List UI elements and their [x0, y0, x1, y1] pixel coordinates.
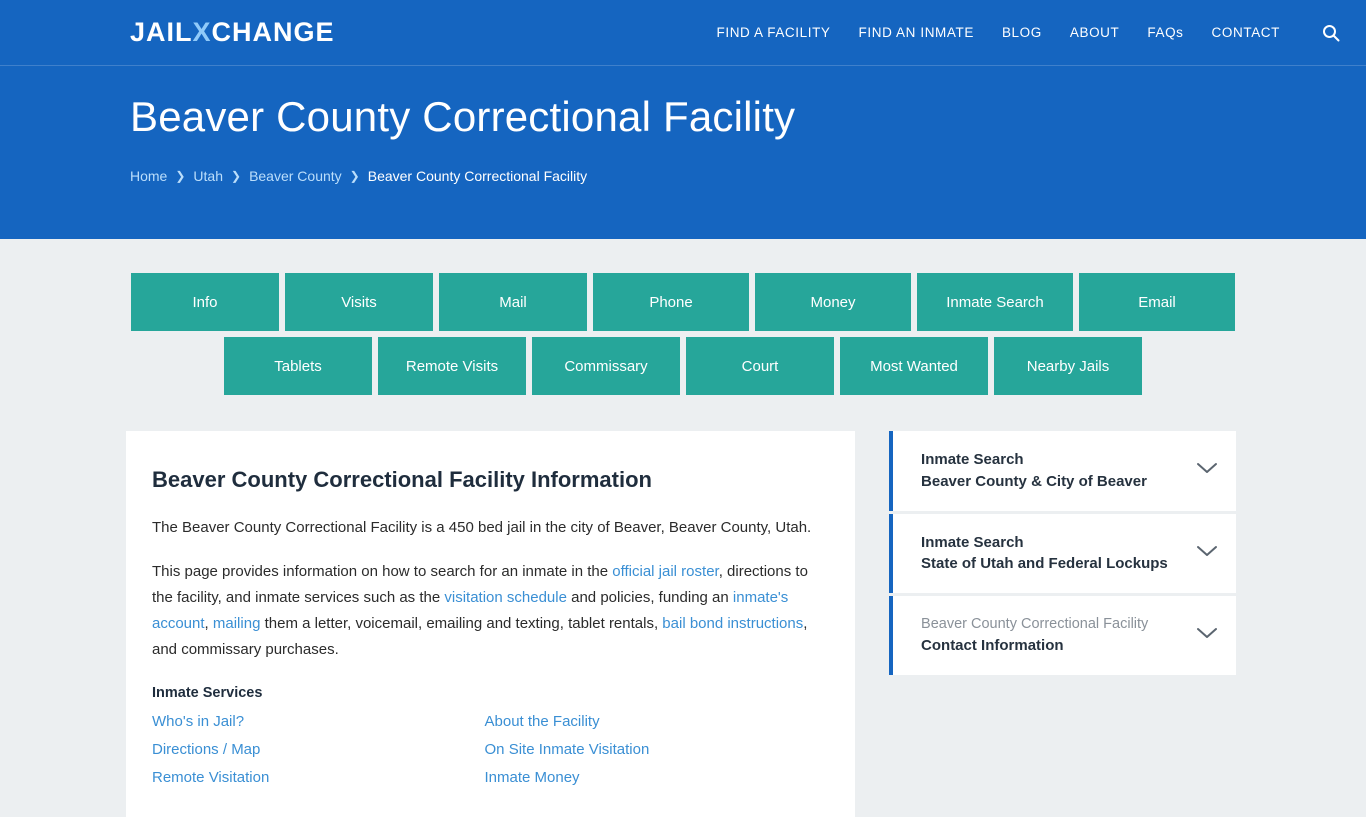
tab-mail[interactable]: Mail: [439, 273, 587, 331]
chevron-right-icon: ❯: [175, 169, 186, 184]
page-title: Beaver County Correctional Facility: [130, 93, 796, 140]
accordion-title: Inmate Search: [921, 451, 1024, 468]
chevron-down-icon[interactable]: [1196, 461, 1218, 480]
inmate-services-heading: Inmate Services: [152, 684, 263, 701]
main-menu: [717, 22, 1343, 44]
link-directions-map[interactable]: Directions / Map: [152, 740, 261, 758]
breadcrumb-item-beaver-county[interactable]: Beaver County: [249, 168, 342, 185]
link-bail-bond-instructions[interactable]: bail bond instructions: [662, 614, 804, 632]
inmate-services-links: [152, 713, 817, 797]
tab-info[interactable]: Info: [131, 273, 279, 331]
link-visitation-schedule[interactable]: visitation schedule: [444, 588, 567, 606]
tab-email[interactable]: Email: [1079, 273, 1235, 331]
tab-money[interactable]: Money: [755, 273, 911, 331]
tab-row-secondary: [0, 337, 1366, 395]
tab-row-primary: [0, 273, 1366, 331]
accordion-label-group: [921, 532, 1168, 576]
link-whos-in-jail[interactable]: Who's in Jail?: [152, 712, 245, 730]
search-icon[interactable]: [1320, 22, 1342, 44]
tab-commissary[interactable]: Commissary: [532, 337, 680, 395]
details-text-6: , and commissary purchases.: [152, 614, 808, 658]
link-on-site-inmate-visitation[interactable]: On Site Inmate Visitation: [484, 740, 650, 758]
logo-text-change: CHANGE: [211, 17, 335, 47]
intro-paragraph: The Beaver County Correctional Facility is a 450 bed jail in the city of Beaver, Beaver County, Utah.: [152, 519, 812, 536]
facility-section-tabs: [0, 239, 1366, 395]
accordion-contact-information[interactable]: [889, 596, 1236, 675]
chevron-down-icon[interactable]: [1196, 626, 1218, 645]
nav-item-about[interactable]: ABOUT: [1069, 25, 1120, 40]
nav-item-contact[interactable]: CONTACT: [1211, 25, 1280, 40]
nav-item-blog[interactable]: BLOG: [1001, 25, 1042, 40]
link-official-jail-roster[interactable]: official jail roster: [612, 562, 719, 580]
tab-tablets[interactable]: Tablets: [224, 337, 372, 395]
accordion-label-group: [921, 614, 1148, 657]
details-text-5: them a letter, voicemail, emailing and texting, tablet rentals,: [260, 614, 663, 632]
details-text-4: ,: [204, 614, 213, 632]
link-inmate-money[interactable]: Inmate Money: [484, 768, 580, 786]
top-navigation-bar: [0, 0, 1366, 65]
tab-most-wanted[interactable]: Most Wanted: [840, 337, 988, 395]
sidebar-accordion: [889, 431, 1236, 678]
details-text-3: and policies, funding an: [566, 588, 733, 606]
breadcrumb-item-current: Beaver County Correctional Facility: [367, 168, 588, 185]
link-remote-visitation[interactable]: Remote Visitation: [152, 768, 270, 786]
link-inmates-account[interactable]: inmate's account: [152, 588, 789, 632]
tab-remote-visits[interactable]: Remote Visits: [378, 337, 526, 395]
accordion-inmate-search-county[interactable]: [889, 431, 1236, 511]
chevron-right-icon: ❯: [349, 169, 360, 184]
nav-item-find-a-facility[interactable]: FIND A FACILITY: [716, 25, 831, 40]
accordion-subtitle: Beaver County & City of Beaver: [921, 472, 1147, 490]
logo-text-x: X: [192, 17, 212, 47]
tab-phone[interactable]: Phone: [593, 273, 749, 331]
details-paragraph: [152, 559, 817, 663]
accordion-subtitle: State of Utah and Federal Lockups: [921, 555, 1168, 573]
accordion-inmate-search-state[interactable]: [889, 514, 1236, 594]
card-heading: Beaver County Correctional Facility Information: [152, 467, 652, 492]
link-about-the-facility[interactable]: About the Facility: [484, 712, 600, 730]
details-text-1: This page provides information on how to search for an inmate in the: [152, 562, 613, 580]
tab-visits[interactable]: Visits: [285, 273, 433, 331]
accordion-title: Beaver County Correctional Facility: [921, 616, 1149, 632]
page-hero: [0, 65, 1366, 239]
content-area: [0, 401, 1366, 817]
chevron-right-icon: ❯: [231, 169, 242, 184]
tab-court[interactable]: Court: [686, 337, 834, 395]
logo-text-jail: JAIL: [130, 17, 193, 47]
link-mailing[interactable]: mailing: [212, 614, 261, 632]
details-text-2: , directions to the facility, and inmate services such as the: [152, 562, 808, 606]
accordion-title: Inmate Search: [921, 533, 1024, 551]
chevron-down-icon[interactable]: [1196, 544, 1218, 563]
tab-nearby-jails[interactable]: Nearby Jails: [994, 337, 1142, 395]
tab-inmate-search[interactable]: Inmate Search: [917, 273, 1073, 331]
site-logo[interactable]: [130, 17, 335, 48]
facility-information-card: [126, 431, 855, 817]
accordion-subtitle: Contact Information: [921, 637, 1064, 655]
breadcrumb-item-utah[interactable]: Utah: [193, 168, 223, 185]
breadcrumb: [130, 168, 1366, 184]
accordion-label-group: [921, 449, 1147, 493]
nav-item-faqs[interactable]: FAQs: [1147, 25, 1184, 40]
services-column-left: [152, 713, 485, 797]
services-column-right: [485, 713, 818, 797]
nav-item-find-an-inmate[interactable]: FIND AN INMATE: [858, 25, 974, 40]
breadcrumb-item-home[interactable]: Home: [130, 168, 168, 185]
